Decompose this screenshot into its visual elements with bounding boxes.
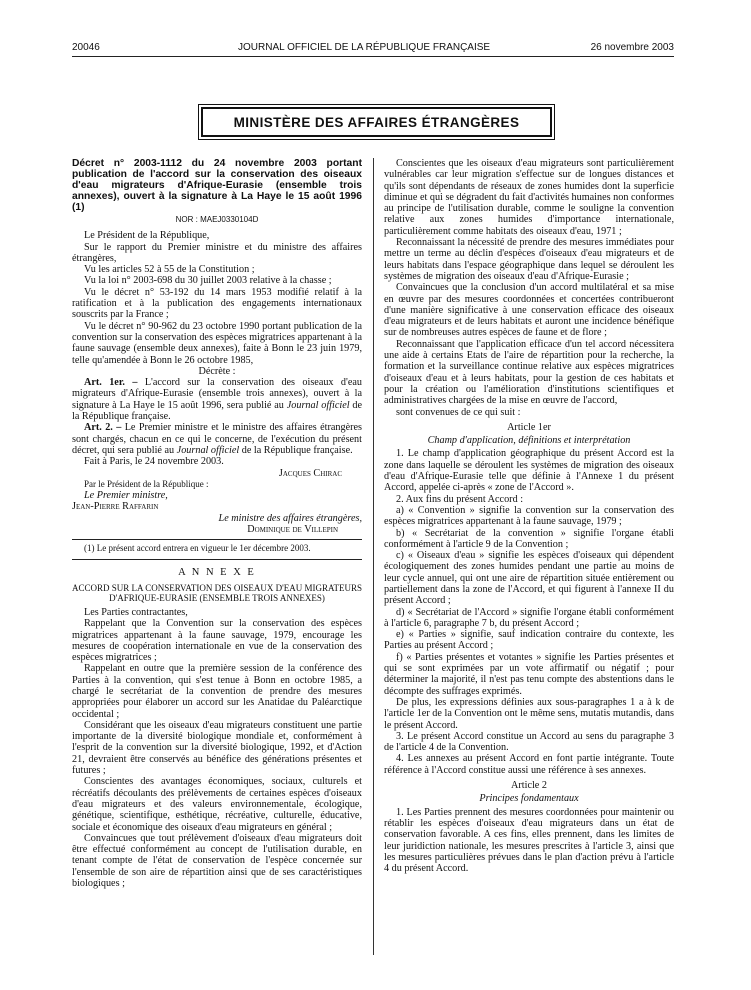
- article-1-para: 1. Le champ d'application géographique du présent Accord est la zone dans laquelle se déroulent les systèmes de migration des oiseaux d'eau d'Afrique-Eurasie telle que définie à l'Annexe 1 du présent Accord, appelée ci-après « zone de l'Accord ».: [384, 448, 674, 494]
- pm-title: Le Premier ministre,: [84, 490, 168, 502]
- president-signature: Jacques Chirac: [278, 467, 342, 479]
- article-1: [72, 377, 362, 422]
- article-1-para: f) « Parties présentes et votantes » signifie les Parties présentes et qui se sont exprimées par un vote affirmatif ou négatif ; pour déterminer la majorité, il n'est pas tenu compte des abstentions dans le décompte des suffrages exprimés.: [384, 651, 674, 697]
- preamble-para: Convaincues que la conclusion d'un accord multilatéral et sa mise en œuvre par des mesures coordonnées et concertées contribueront d'une manière significative à une conservation efficace des oiseaux d'eau migrateurs et de leurs habitats et auront une incidence bénéfique sur de nombreuses autres espèces de faune et de flore ;: [384, 282, 674, 339]
- article-1-para: De plus, les expressions définies aux sous-paragraphes 1 a à k de l'article 1er de la Convention ont le même sens, mutatis mutandis, dans le présent Accord.: [384, 696, 674, 731]
- preamble-para: Considérant que les oiseaux d'eau migrateurs constituent une partie importante de la diversité biologique mondiale et, conformément à l'esprit de la convention sur la diversité biologique, 1992, et d'Action 21, devraient être conservés au bénéfice des générations présentes et futures ;: [72, 719, 362, 777]
- annexe-heading: A N N E X E: [178, 566, 256, 578]
- agreed-clause: sont convenues de ce qui suit :: [396, 406, 521, 418]
- preamble-para: Reconnaissant la nécessité de prendre des mesures immédiates pour mettre un terme au déclin d'espèces d'oiseaux d'eau migrateurs et de leurs habitats dans l'espace géographique dans lequel se déroulent les systèmes de migration des oiseaux d'eau d'Afrique-Eurasie ;: [384, 237, 674, 282]
- preamble-para: Conscientes que les oiseaux d'eau migrateurs sont particulièrement vulnérables car leur migration s'effectue sur de longues distances et qu'ils sont dépendants de réseaux de zones humides dont la superficie diminue et qui se dégradent du fait d'activités humaines non conformes au principe de l'utilisation durable, comme le souligne la convention relative aux zones humides d'importance internationale, particulièrement comme habitats des oiseaux d'eau, 1971 ;: [384, 158, 674, 237]
- footnote-rule: [72, 539, 362, 540]
- decree-para: Vu la loi n° 2003-698 du 30 juillet 2003 relative à la chasse ;: [84, 275, 332, 287]
- article-2-title: Article 2: [511, 780, 547, 792]
- preamble-para: Rappelant en outre que la première session de la conférence des Parties à la convention, qui s'est tenue à Bonn en octobre 1985, a chargé le secrétariat de la convention de prendre des mesures appropriées pour élaborer un accord sur les Anatidae du Paléarctique occidental ;: [72, 663, 362, 720]
- agreement-title: ACCORD SUR LA CONSERVATION DES OISEAUX D'EAU MIGRATEURS D'AFRIQUE-EURASIE (ENSEMBLE TROIS ANNEXES): [72, 582, 363, 604]
- article-1-para: e) « Parties » signifie, sauf indication contraire du contexte, les Parties au présent Accord ;: [384, 629, 674, 652]
- pm-name: Jean-Pierre Raffarin: [72, 501, 159, 513]
- contracting-parties: Les Parties contractantes,: [84, 606, 188, 618]
- by-president: Par le Président de la République :: [84, 478, 209, 489]
- article-1-label: Art. 1er. –: [84, 377, 138, 389]
- decree-para: Sur le rapport du Premier ministre et du ministre des affaires étrangères,: [72, 241, 362, 264]
- decree-para: Vu le décret n° 53-192 du 14 mars 1953 modifié relatif à la ratification et à la publication des engagements internationaux souscrits par la France ;: [72, 286, 362, 321]
- preamble-para: Rappelant que la Convention sur la conservation des espèces migratrices appartenant à la faune sauvage, 1979, encourage les mesures de coopération internationale en vue de la conservation des espèces migratrices ;: [72, 618, 362, 664]
- article-2-subtitle: Principes fondamentaux: [479, 793, 579, 805]
- preamble-para: Convaincues que tout prélèvement d'oiseaux d'eau migrateurs doit être effectué conformément au concept de l'utilisation durable, en tenant compte de l'état de conservation de l'espèce concernée sur l'ensemble de son aire de répartition ainsi que de ses caractéristiques biologiques ;: [72, 832, 362, 890]
- minister-name: Dominique de Villepin: [247, 524, 338, 536]
- footnote-rule-bottom: [72, 559, 362, 560]
- journal-title: JOURNAL OFFICIEL DE LA RÉPUBLIQUE FRANÇAISE: [238, 42, 491, 53]
- article-1-para: 2. Aux fins du présent Accord :: [396, 493, 524, 505]
- decree-para: Vu le décret n° 90-962 du 23 octobre 1990 portant publication de la convention sur la conservation des espèces migratrices appartenant à la faune sauvage (ensemble deux annexes), faite à Bonn le 23 juin 1979, telle qu'amendée à Bonn le 26 octobre 1985,: [72, 320, 362, 366]
- column-divider: [373, 158, 374, 955]
- article-1-para: 4. Les annexes au présent Accord en font partie intégrante. Toute référence à l'Accord constitue aussi une référence à ses annexes.: [384, 753, 674, 776]
- article-1-para: 3. Le présent Accord constitue un Accord au sens du paragraphe 3 de l'article 4 de la Convention.: [384, 730, 674, 754]
- decree-para: Vu les articles 52 à 55 de la Constitution ;: [84, 264, 255, 276]
- article-2-para: 1. Les Parties prennent des mesures coordonnées pour maintenir ou rétablir les espèces d'oiseaux d'eau migrateurs dans un état de conservation favorable. A ces fins, elles prennent, dans les limites de leur juridiction nationale, les mesures prescrites à l'article 3, ainsi que les mesures particulières prévues dans le plan d'action prévu à l'article 4 du présent Accord.: [384, 806, 674, 875]
- article-1-text: L'accord sur la conservation des oiseaux d'eau migrateurs d'Afrique-Eurasie (ensemble trois annexes), ouvert à la signature à La Haye le 15 août 1996, sera publié au: [72, 377, 362, 411]
- article-1-subtitle: Champ d'application, définitions et interprétation: [427, 435, 631, 447]
- footnote: (1) Le présent accord entrera en vigueur le 1er décembre 2003.: [84, 543, 311, 554]
- done-at: Fait à Paris, le 24 novembre 2003.: [84, 456, 224, 468]
- preamble-para: Conscientes des avantages économiques, sociaux, culturels et récréatifs découlants des prélèvements de certaines espèces d'oiseaux d'eau migrateurs et des valeurs environnementale, écologique, génétique, scientifique, esthétique, récréative, culturelle, éducative, sociale et économique des oiseaux d'eau migrateurs en général ;: [72, 776, 362, 833]
- article-2-label: Art. 2. –: [84, 422, 122, 434]
- article-2-journal: Journal officiel: [176, 444, 240, 456]
- left-column: [72, 158, 362, 889]
- decree-title: Décret n° 2003-1112 du 24 novembre 2003 portant publication de l'accord sur la conservation des oiseaux d'eau migrateurs d'Afrique-Eurasie (ensemble trois annexes), ouvert à la signature à La Haye le 15 août 1996 (1): [72, 158, 362, 213]
- article-1-para: a) « Convention » signifie la convention sur la conservation des espèces migratrices appartenant à la faune sauvage, 1979 ;: [384, 504, 674, 528]
- article-1-para: d) « Secrétariat de l'Accord » signifie l'organe établi conformément à l'article 6, paragraphe 7 b, du présent Accord ;: [384, 606, 674, 629]
- article-2: [72, 422, 362, 456]
- article-1-para: c) « Oiseaux d'eau » signifie les espèces d'oiseaux qui dépendent écologiquement des zones humides pendant une partie au moins de leur cycle annuel, qui ont une aire de répartition située entièrement ou partiellement dans la zone de l'Accord, et qui figurent à l'annexe II du présent Accord ;: [384, 550, 674, 607]
- right-column: [384, 158, 674, 874]
- article-2-end: de la République française.: [239, 444, 353, 456]
- decree-para: Le Président de la République,: [84, 230, 210, 242]
- article-2-text: Le Premier ministre et le ministre des affaires étrangères sont chargés, chacun en ce qui le concerne, de l'exécution du présent décret, qui sera publié au: [72, 422, 362, 456]
- ministry-box: MINISTÈRE DES AFFAIRES ÉTRANGÈRES: [201, 107, 552, 137]
- header-rule: [72, 56, 674, 57]
- article-1-para: b) « Secrétariat de la convention » signifie l'organe établi conformément à l'article 9 de la Convention ;: [384, 527, 674, 550]
- minister-title: Le ministre des affaires étrangères,: [218, 512, 362, 524]
- decrete-heading: Décrète :: [198, 365, 236, 377]
- article-1-title: Article 1er: [507, 421, 551, 433]
- article-1-end: de la République française.: [72, 399, 362, 423]
- preamble-para: Reconnaissant que l'application efficace d'un tel accord nécessitera une aide à certains Etats de l'aire de répartition pour la recherche, la formation et la surveillance continue relative aux espèces migratrices d'oiseaux d'eau et à leurs habitats, pour la gestion de ces habitats et pour la création ou l'amélioration d'institutions scientifiques et administratives chargées de la mise en œuvre de l'accord,: [384, 338, 674, 407]
- page-number: 20046: [72, 42, 100, 53]
- article-1-journal: Journal officiel: [286, 399, 350, 411]
- nor-reference: NOR : MAEJ0330104D: [175, 215, 259, 224]
- issue-date: 26 novembre 2003: [590, 42, 674, 53]
